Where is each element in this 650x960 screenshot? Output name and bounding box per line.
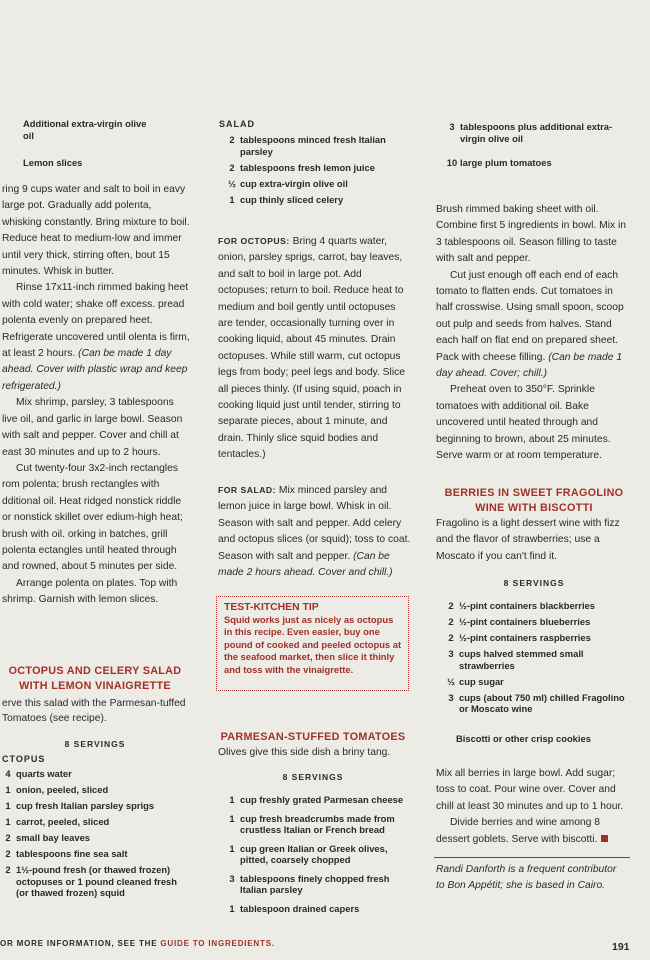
ingredient-row: 1 cup thinly sliced celery — [229, 193, 344, 205]
footer-link[interactable]: GUIDE TO INGREDIENTS. — [160, 939, 275, 948]
footer-note: OR MORE INFORMATION, SEE THE GUIDE TO INGREDIENTS. — [0, 939, 275, 948]
recipe-title: BERRIES IN SWEET FRAGOLINO WINE WITH BISCOTTI — [444, 487, 624, 514]
ingredient-row: 1 carrot, peeled, sliced — [5, 816, 110, 827]
ingredient-biscotti: Biscotti or other crisp cookies — [456, 733, 591, 744]
for-octopus-step: FOR OCTOPUS: Bring 4 quarts water, onion, parsley sprigs, carrot, bay leaves, and salt to boil in large pot. Add octopuses; return to boil. Reduce heat to medium and boil gently until octopuses are tender, occasionally turning over in cooking liquid, about 45 minutes. Drain octopuses. While still warm, cut octopus legs from body; peel legs and body. Slice all pieces thinly. (If using squid, poach in cooking liquid just until tender, stirring to separate pieces, about 1 minute, and drain. Thinly slice squid bodies and tentacles.) — [218, 236, 405, 461]
ingredient-row: 2 small bay leaves — [5, 832, 91, 843]
step-paragraph: Rinse 17x11-inch rimmed baking heet with cold water; shake off excess. pread polenta evenly on prepared heet. Refrigerate uncovered until olenta is firm, at least 2 hours. (Can be made 1 day ahead. Cover with plastic wrap and keep refrigerated.) — [2, 282, 190, 392]
step-paragraph: Preheat oven to 350°F. Sprinkle tomatoes with additional oil. Bake uncovered until heated through and beginning to brown, about 25 minutes. Serve warm or at room temperature. — [436, 384, 611, 462]
servings: 8 SERVINGS — [282, 772, 344, 782]
ingredient-row: 4 quarts water — [5, 768, 72, 779]
ingredient-row: 3 tablespoons finely chopped fresh Italian parsley — [229, 872, 390, 895]
recipe-title: OCTOPUS AND CELERY SALAD WITH LEMON VINAIGRETTE — [8, 665, 182, 692]
ingredient-row: 2 ½-pint containers raspberries — [448, 632, 591, 643]
recipe-intro: Fragolino is a light dessert wine with fizz and the flavor of strawberries; use a Moscato if you can't find it. — [436, 518, 620, 562]
step-paragraph: ring 9 cups water and salt to boil in eavy large pot. Gradually add polenta, whisking constantly. Bring mixture to boil. Reduce heat to medium-low and immer until very thick, stirring often, bout 15 minutes. Whisk in butter. — [2, 184, 190, 278]
author-credit: Randi Danforth is a frequent contributor to Bon Appétit; she is based in Cairo. — [436, 864, 617, 892]
tip-title: TEST-KITCHEN TIP — [224, 602, 319, 613]
for-salad-step: FOR SALAD: Mix minced parsley and lemon juice in large bowl. Whisk in oil. Season with salt and pepper. Add celery and octopus slices (or squid); toss to coat. Season with salt and pepper. (Can be made 2 hours ahead. Cover and chill.) — [218, 485, 411, 579]
ingredient-row: 2 ½-pint containers blueberries — [448, 616, 591, 627]
servings: 8 SERVINGS — [64, 739, 126, 749]
step-paragraph: Mix all berries in large bowl. Add sugar; toss to coat. Pour wine over. Cover and chill at least 30 minutes and up to 1 hour. — [436, 768, 624, 812]
ingredient-row: 3 cups (about 750 ml) chilled Fragolino or Moscato wine — [448, 691, 625, 714]
step-paragraph: Brush rimmed baking sheet with oil. Combine first 5 ingredients in bowl. Mix in 3 tablespoons oil. Season filling to taste with salt and pepper. — [436, 204, 626, 265]
section-label: CTOPUS — [2, 754, 46, 764]
ingredient-row: 2 tablespoons fresh lemon juice — [229, 161, 375, 173]
recipe-intro: Olives give this side dish a briny tang. — [218, 747, 391, 758]
ingredient-row: 3 tablespoons plus additional extra-virgin olive oil — [449, 121, 613, 144]
step-paragraph: Mix shrimp, parsley, 3 tablespoons live oil, and garlic in large bowl. Season with salt and pepper. Cover and chill at east 30 minutes and up to 2 hours. — [2, 397, 183, 458]
polenta-steps — [2, 182, 192, 609]
step-paragraph: Cut just enough off each end of each tomato to flatten ends. Cut tomatoes in half crosswise. Using small spoon, scoop out pulp and seeds from halves. Stand each half on flat end on prepared sheet. Pack with cheese filling. (Can be made 1 day ahead. Cover; chill.) — [436, 269, 624, 380]
test-kitchen-tip-box — [216, 596, 409, 691]
ingredient-row: 1 cup fresh Italian parsley sprigs — [5, 800, 155, 811]
berries-ingredients — [443, 600, 633, 719]
credit-divider — [434, 857, 630, 858]
tomato-steps — [436, 202, 632, 465]
ingredient-olive-oil: Additional extra-virgin olive oil — [23, 118, 147, 141]
ingredient-row: 1 cup green Italian or Greek olives, pitted, coarsely chopped — [229, 842, 388, 865]
ingredient-row: 1 cup freshly grated Parmesan cheese — [229, 794, 404, 805]
tomato-ingredients — [224, 794, 409, 921]
tip-text: Squid works just as nicely as octopus in this recipe. Even easier, buy one pound of cooked and peeled octopus at the seafood market, then slice it thinly and toss with the vinaigrette. — [224, 614, 402, 675]
ingredient-row: ½ cup extra-virgin olive oil — [228, 177, 348, 189]
step-lead: FOR SALAD: — [218, 485, 276, 495]
ingredient-row: 1 onion, peeled, sliced — [5, 784, 109, 795]
berries-steps — [436, 766, 632, 848]
end-mark-icon — [601, 835, 608, 842]
ingredient-row: 2 tablespoons minced fresh Italian parsley — [229, 134, 386, 157]
ingredient-row: 3 cups halved stemmed small strawberries — [448, 648, 584, 671]
serve-note: erve this salad with the Parmesan-tuffed Tomatoes (see recipe). — [2, 698, 186, 724]
step-paragraph: Arrange polenta on plates. Top with shrimp. Garnish with lemon slices. — [2, 577, 178, 606]
ingredient-row: 2 1½-pound fresh (or thawed frozen) octopuses or 1 pound cleaned fresh (or thawed frozen) squid — [5, 864, 177, 898]
servings: 8 SERVINGS — [503, 578, 565, 588]
ingredient-row: 2 ½-pint containers blackberries — [448, 600, 595, 611]
tomato-ingredients-cont — [444, 121, 624, 173]
recipe-title: PARMESAN-STUFFED TOMATOES — [220, 731, 406, 743]
ingredient-row: 1 tablespoon drained capers — [229, 902, 360, 914]
page-number: 191 — [612, 941, 630, 953]
ingredient-lemon-slices: Lemon slices — [23, 157, 83, 168]
ingredient-row: 2 tablespoons fine sea salt — [5, 848, 128, 859]
step-paragraph: Cut twenty-four 3x2-inch rectangles rom polenta; brush rectangles with dditional oil. Heat ridged nonstick riddle or nonstick skillet over edium-high heat; brush with oil. orking in batches, grill polenta ectangles until heated through and rowned, about 5 minutes per side. — [2, 462, 183, 573]
ingredient-row: 10 large plum tomatoes — [446, 157, 552, 168]
ingredient-row: 1 cup fresh breadcrumbs made from crustless Italian or French bread — [229, 812, 395, 835]
step-lead: FOR OCTOPUS: — [218, 236, 290, 246]
octopus-ingredients — [0, 768, 190, 903]
salad-ingredients — [224, 134, 404, 210]
ingredient-row: ½ cup sugar — [447, 675, 504, 687]
step-paragraph: Divide berries and wine among 8 dessert goblets. Serve with biscotti. — [436, 815, 632, 848]
salad-label: SALAD — [219, 119, 255, 129]
